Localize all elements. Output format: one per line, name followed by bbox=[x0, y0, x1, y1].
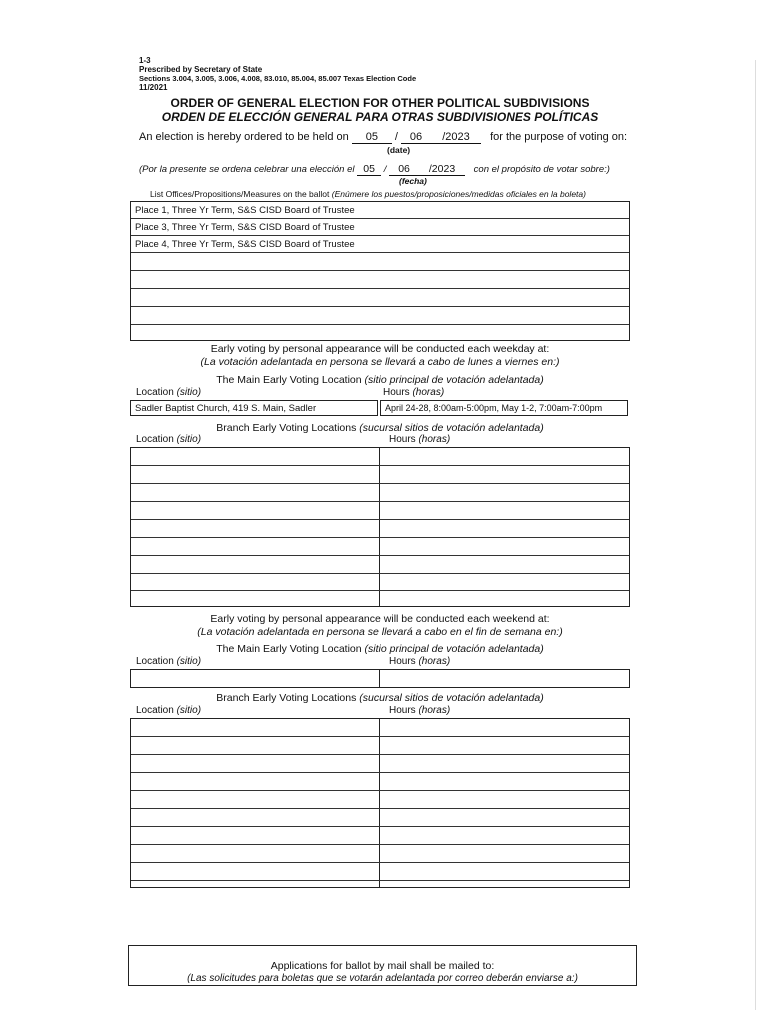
weekend-heading-es: (La votación adelantada en persona se llevará a cabo en el fin de semana en:) bbox=[197, 626, 563, 638]
weekday-main-location-cell bbox=[130, 400, 378, 416]
weekend-branch-location-label: Location (sitio) bbox=[136, 705, 202, 716]
branch-row bbox=[131, 755, 629, 773]
branch-row bbox=[131, 773, 629, 791]
scan-edge bbox=[755, 60, 756, 1010]
office-row-empty bbox=[131, 307, 629, 325]
order-sentence-en: An election is hereby ordered to be held on 05 / 06 /2023 for the purpose of voting on: bbox=[139, 131, 628, 143]
weekend-main-table bbox=[130, 669, 630, 688]
fecha-label: (fecha) bbox=[399, 176, 427, 186]
office-row-empty bbox=[131, 271, 629, 289]
title-english: ORDER OF GENERAL ELECTION FOR OTHER POLITICAL SUBDIVISIONS bbox=[170, 96, 590, 110]
branch-row bbox=[131, 466, 629, 484]
form-number: 1-3 bbox=[139, 56, 151, 65]
branch-row bbox=[131, 827, 629, 845]
office-row-empty bbox=[131, 253, 629, 271]
order-day: 06 bbox=[401, 131, 431, 144]
title-spanish: ORDEN DE ELECCIÓN GENERAL PARA OTRAS SUBDIVISIONES POLÍTICAS bbox=[161, 110, 599, 124]
weekday-branch-hours-label: Hours (horas) bbox=[389, 434, 451, 445]
branch-row bbox=[131, 863, 629, 881]
weekend-branch-label: Branch Early Voting Locations (sucursal sitios de votación adelantada) bbox=[216, 692, 544, 704]
offices-heading: List Offices/Propositions/Measures on the ballot (Enúmere los puestos/proposiciones/medidas oficiales en la boleta) bbox=[150, 189, 586, 199]
weekday-branch-location-label: Location (sitio) bbox=[136, 434, 202, 445]
weekday-main-label: The Main Early Voting Location (sitio principal de votación adelantada) bbox=[216, 374, 544, 386]
branch-row bbox=[131, 809, 629, 827]
weekday-branch-table bbox=[130, 447, 630, 607]
office-item: Place 1, Three Yr Term, S&S CISD Board of Trustee bbox=[135, 205, 355, 216]
weekend-branch-hours-label: Hours (horas) bbox=[389, 705, 451, 716]
branch-row bbox=[131, 719, 629, 737]
branch-row bbox=[131, 737, 629, 755]
branch-row bbox=[131, 448, 629, 466]
weekday-main-hours: April 24-28, 8:00am-5:00pm, May 1-2, 7:00am-7:00pm bbox=[385, 403, 603, 413]
weekend-heading-en: Early voting by personal appearance will be conducted each weekend at: bbox=[210, 613, 550, 625]
date-label: (date) bbox=[387, 145, 411, 155]
branch-row bbox=[131, 502, 629, 520]
column-divider bbox=[379, 670, 380, 687]
branch-row bbox=[131, 556, 629, 574]
branch-row bbox=[131, 574, 629, 591]
office-row-empty bbox=[131, 289, 629, 307]
office-item: Place 3, Three Yr Term, S&S CISD Board of Trustee bbox=[135, 222, 355, 233]
mail-line-es: (Las solicitudes para boletas que se votarán adelantada por correo deberán enviarse a:) bbox=[187, 973, 578, 984]
branch-row bbox=[131, 791, 629, 809]
weekend-main-label: The Main Early Voting Location (sitio principal de votación adelantada) bbox=[216, 643, 544, 655]
weekday-heading-es: (La votación adelantada en persona se llevará a cabo de lunes a viernes en:) bbox=[200, 356, 560, 368]
offices-table bbox=[130, 201, 630, 341]
branch-row bbox=[131, 520, 629, 538]
orden-dia: 06 bbox=[389, 163, 419, 176]
branch-row bbox=[131, 484, 629, 502]
office-row bbox=[131, 219, 629, 236]
mail-line-en: Applications for ballot by mail shall be mailed to: bbox=[270, 960, 495, 972]
branch-row bbox=[131, 845, 629, 863]
revision-date: 11/2021 bbox=[139, 83, 168, 92]
weekday-main-hours-cell bbox=[380, 400, 628, 416]
office-row bbox=[131, 236, 629, 253]
code-sections: Sections 3.004, 3.005, 3.006, 4.008, 83.010, 85.004, 85.007 Texas Election Code bbox=[139, 74, 417, 83]
weekday-location-label: Location (sitio) bbox=[136, 387, 202, 398]
branch-row bbox=[131, 538, 629, 556]
orden-mes: 05 bbox=[357, 163, 381, 176]
weekend-branch-table bbox=[130, 718, 630, 888]
weekday-branch-label: Branch Early Voting Locations (sucursal sitios de votación adelantada) bbox=[216, 422, 544, 434]
mail-ballot-box bbox=[128, 945, 637, 986]
weekday-heading-en: Early voting by personal appearance will be conducted each weekday at: bbox=[210, 343, 550, 355]
weekday-hours-label: Hours (horas) bbox=[383, 387, 445, 398]
orden-ano: /2023 bbox=[419, 163, 465, 176]
order-sentence-es: (Por la presente se ordena celebrar una elección el 05 / 06 /2023 con el propósito de votar sobre:) bbox=[139, 163, 610, 175]
office-row bbox=[131, 202, 629, 219]
weekend-hours-label: Hours (horas) bbox=[389, 656, 451, 667]
weekday-main-location: Sadler Baptist Church, 419 S. Main, Sadler bbox=[135, 403, 317, 414]
prescribed-by: Prescribed by Secretary of State bbox=[139, 65, 263, 74]
weekend-location-label: Location (sitio) bbox=[136, 656, 202, 667]
order-year: /2023 bbox=[431, 131, 481, 144]
order-month: 05 bbox=[352, 131, 392, 144]
office-item: Place 4, Three Yr Term, S&S CISD Board of Trustee bbox=[135, 239, 355, 250]
